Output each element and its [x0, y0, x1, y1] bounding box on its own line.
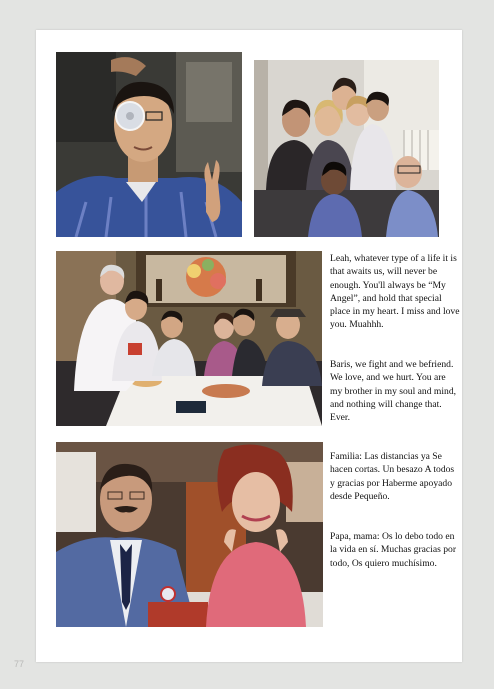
yearbook-page	[36, 30, 462, 662]
caption-papa-mama-text: Papa, mama: Os lo debo todo en la vida en sí. Muchas gracias por todo, Os quiero muchísimo.	[330, 531, 457, 569]
caption-papa-mama	[330, 530, 460, 570]
photo-parents-restaurant	[56, 442, 323, 627]
caption-familia	[330, 450, 460, 503]
caption-leah	[330, 252, 460, 332]
caption-baris	[330, 358, 460, 424]
page-number: 77	[14, 659, 25, 669]
caption-baris-text: Baris, we fight and we befriend. We love, and we hurt. You are my brother in my soul and mind, and nothing will change that. Ever.	[330, 359, 457, 424]
photo-family-dinner	[56, 251, 322, 426]
caption-familia-text: Familia: Las distancias ya Se hacen cortas. Un besazo A todos y gracias por Haberme apoyado desde Pequeño.	[330, 451, 455, 502]
photo-group-of-friends	[254, 60, 439, 237]
caption-leah-text: Leah, whatever type of a life it is that awaits us, will never be enough. You'll always be “My Angel”, and hold that special place in my heart. I miss and love you. Muahhh.	[330, 253, 460, 331]
photo-boy-peace-sign	[56, 52, 242, 237]
